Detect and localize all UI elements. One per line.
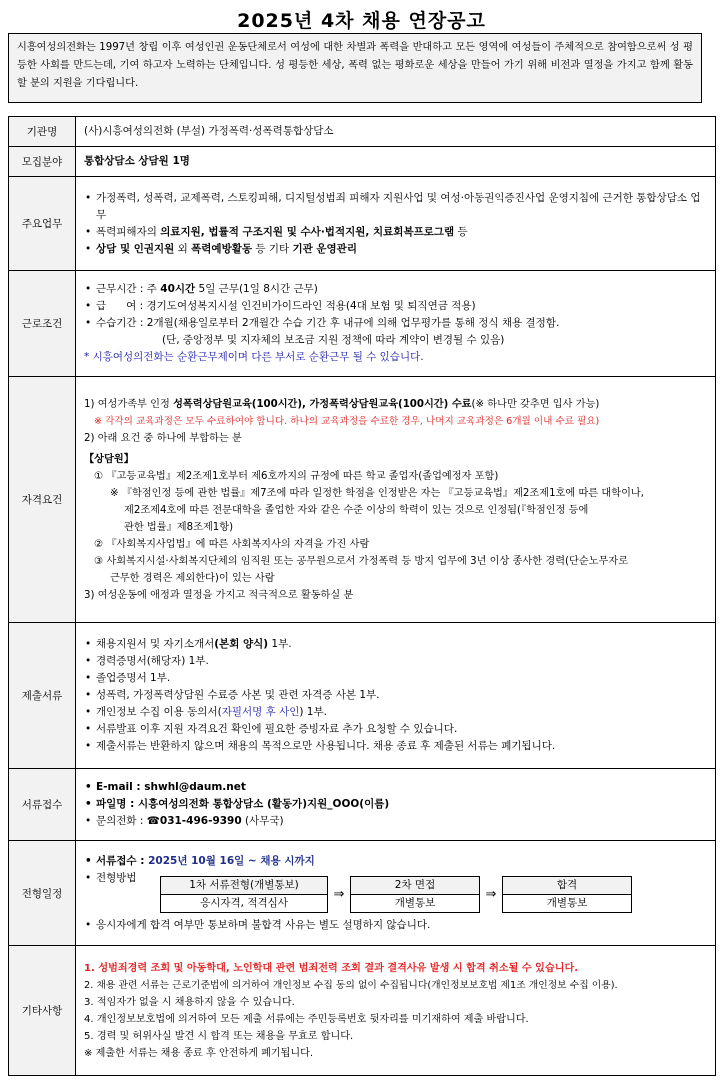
label-documents: 제출서류	[9, 623, 76, 769]
qual-1-note: ※ 각각의 교육과정은 모두 수료하여야 합니다. 하나의 교육과정을 수료한 경우, 나머지 교육과정은 6개월 이내 수료 필요)	[94, 415, 600, 427]
counselor-req-2: ② 『사회복지사업법』에 따른 사회복지사의 자격을 가진 사람	[94, 538, 370, 550]
document-item: • 경력증명서(해당자) 1부.	[84, 653, 707, 670]
row-misc	[9, 946, 716, 1076]
label-field: 모집분야	[9, 147, 76, 177]
counselor-req-1-note: ※ 『학점인정 등에 관한 법률』제7조에 따라 일정한 학점을 인정받은 자는 『고등교육법』제2조제1호에 따른 대학이나,	[110, 487, 644, 499]
counselor-heading: 【상담원】	[84, 453, 134, 465]
condition-probation: • 수습기간 : 2개월(채용일로부터 2개월간 수습 기간 후 내규에 의해 업무평가를 통해 정식 채용 결정함.	[84, 315, 707, 332]
document-item: • 졸업증명서 1부.	[84, 670, 707, 687]
duty-item: • 상담 및 인권지원 외 폭력예방활동 등 기타 기관 운영관리	[84, 241, 707, 258]
qual-2: 2) 아래 요건 중 하나에 부합하는 분	[84, 432, 242, 444]
step-title: 2차 면접	[351, 877, 479, 895]
schedule-period: • 서류접수 : 2025년 10월 16일 ~ 채용 시까지	[84, 853, 707, 870]
step-interview	[350, 876, 480, 913]
recruitment-table	[8, 116, 716, 1076]
value-qualifications	[76, 377, 716, 623]
misc-item: 1. 성범죄경력 조회 및 아동학대, 노인학대 관련 범죄전력 조회 결과 결격사유 발생 시 합격 취소될 수 있습니다.	[84, 962, 579, 974]
qual-3: 3) 여성운동에 애정과 열정을 가지고 적극적으로 활동하실 분	[84, 589, 354, 601]
document-item: • 성폭력, 가정폭력상담원 수료증 사본 및 관련 자격증 사본 1부.	[84, 687, 707, 704]
step-detail: 응시자격, 적격심사	[200, 896, 288, 909]
label-submission: 서류접수	[9, 769, 76, 841]
rotation-note: * 시흥여성의전화는 순환근무제이며 다른 부서로 순환근무 될 수 있습니다.	[84, 351, 424, 363]
value-field: 통합상담소 상담원 1명	[76, 147, 716, 177]
document-item: • 개인정보 수집 이용 동의서(자필서명 후 사인) 1부.	[84, 704, 707, 721]
row-submission	[9, 769, 716, 841]
submission-phone: • 문의전화 : ☎031-496-9390 (사무국)	[84, 813, 707, 830]
page-title: 2025년 4차 채용 연장공고	[237, 10, 486, 32]
selection-process	[160, 876, 707, 913]
row-duties	[9, 177, 716, 271]
label-qualifications: 자격요건	[9, 377, 76, 623]
step-title: 1차 서류전형(개별통보)	[161, 877, 327, 895]
step-title: 합격	[503, 877, 631, 895]
schedule-method: • 전형방법	[84, 870, 707, 874]
row-documents	[9, 623, 716, 769]
document-item: • 제출서류는 반환하지 않으며 채용의 목적으로만 사용됩니다. 채용 종료 후 제출된 서류는 폐기됩니다.	[84, 738, 707, 755]
arrow-icon: ⇒	[485, 886, 497, 902]
counselor-req-3: 근무한 경력은 제외한다)이 있는 사람	[110, 572, 275, 584]
duty-item: • 폭력피해자의 의료지원, 법률적 구조지원 및 수사·법적지원, 치료회복프로그램 등	[84, 224, 707, 241]
misc-item: 5. 경력 및 허위사실 발견 시 합격 또는 채용을 무효로 합니다.	[84, 1030, 354, 1042]
label-duties: 주요업무	[9, 177, 76, 271]
row-conditions	[9, 271, 716, 377]
value-documents	[76, 623, 716, 769]
duty-item: • 가정폭력, 성폭력, 교제폭력, 스토킹피해, 디지털성범죄 피해자 지원사업 및 여성·아동권익증진사업 운영지침에 근거한 통합상담소 업무	[84, 190, 707, 224]
value-schedule	[76, 841, 716, 946]
document-item: • 채용지원서 및 자기소개서(본회 양식) 1부.	[84, 636, 707, 653]
step-detail: 개별통보	[394, 896, 436, 909]
counselor-req-3: ③ 사회복지시설·사회복지단체의 임직원 또는 공무원으로서 가정폭력 등 방지 업무에 3년 이상 종사한 경력(단순노무자로	[94, 555, 629, 567]
label-misc: 기타사항	[9, 946, 76, 1076]
phone-icon: ☎	[146, 815, 160, 827]
value-submission	[76, 769, 716, 841]
condition-pay: • 급 여 : 경기도여성복지시설 인건비가이드라인 적용(4대 보험 및 퇴직연금 적용)	[84, 298, 707, 315]
row-qualifications	[9, 377, 716, 623]
row-organization	[9, 117, 716, 147]
misc-item: ※ 제출한 서류는 채용 종료 후 안전하게 폐기됩니다.	[84, 1047, 314, 1059]
value-conditions	[76, 271, 716, 377]
value-misc	[76, 946, 716, 1076]
row-schedule	[9, 841, 716, 946]
step-pass	[502, 876, 632, 913]
counselor-req-1-note: 관한 법률』제8조제1항)	[124, 521, 234, 533]
submission-filename: • 파일명 : 시흥여성의전화 통합상담소 (활동가)지원_OOO(이름)	[84, 796, 707, 813]
qual-1: 1) 여성가족부 인정 성폭력상담원교육(100시간), 가정폭력상담원교육(100시간) 수료(※ 하나만 갖추면 입사 가능)	[84, 398, 600, 410]
arrow-icon: ⇒	[333, 886, 345, 902]
counselor-req-1: ① 『고등교육법』제2조제1호부터 제6호까지의 규정에 따른 학교 졸업자(졸업예정자 포함)	[94, 470, 499, 482]
misc-item: 2. 채용 관련 서류는 근로기준법에 의거하여 개인정보 수집 동의 없이 수집됩니다(개인정보보호법 제1조 개인정보 수집 이용).	[84, 979, 618, 991]
value-organization: (사)시흥여성의전화 (부설) 가정폭력·성폭력통합상담소	[76, 117, 716, 147]
counselor-req-1-note: 제2조제4호에 따른 전문대학을 졸업한 자와 같은 수준 이상의 학력이 있는 것으로 인정됨(『학점인정 등에	[124, 504, 589, 516]
document-item: • 서류발표 이후 지원 자격요건 확인에 필요한 증빙자료 추가 요청할 수 있습니다.	[84, 721, 707, 738]
schedule-note: • 응시자에게 합격 여부만 통보하며 불합격 사유는 별도 설명하지 않습니다.	[84, 917, 707, 934]
label-conditions: 근로조건	[9, 271, 76, 377]
intro-box: 시흥여성의전화는 1997년 창립 이후 여성인권 운동단체로서 여성에 대한 차별과 폭력을 반대하고 모든 영역에 여성들이 주체적으로 참여함으로써 성 평등한 사회를 만드는데, 기여 하고자 노력하는 단체입니다. 성 평등한 세상, 폭력 없는 평화로운 세상을 만들어 가기 위해 비전과 열정을 가지고 함께 활동할 분의 지원을 기다립니다.	[8, 33, 702, 103]
misc-item: 4. 개인정보보호법에 의거하여 모든 제출 서류에는 주민등록번호 뒷자리를 미기재하여 제출 바랍니다.	[84, 1013, 529, 1025]
label-schedule: 전형일정	[9, 841, 76, 946]
value-duties	[76, 177, 716, 271]
label-organization: 기관명	[9, 117, 76, 147]
submission-email: • E-mail : shwhl@daum.net	[84, 779, 707, 796]
row-field	[9, 147, 716, 177]
step-detail: 개별통보	[546, 896, 588, 909]
condition-hours: • 근무시간 : 주 40시간 5일 근무(1일 8시간 근무)	[84, 281, 707, 298]
probation-note: (단, 중앙정부 및 지자체의 보조금 지원 정책에 따라 계약이 변경될 수 있음)	[162, 334, 505, 346]
misc-item: 3. 적임자가 없을 시 채용하지 않을 수 있습니다.	[84, 996, 295, 1008]
step-document-screening	[160, 876, 328, 913]
